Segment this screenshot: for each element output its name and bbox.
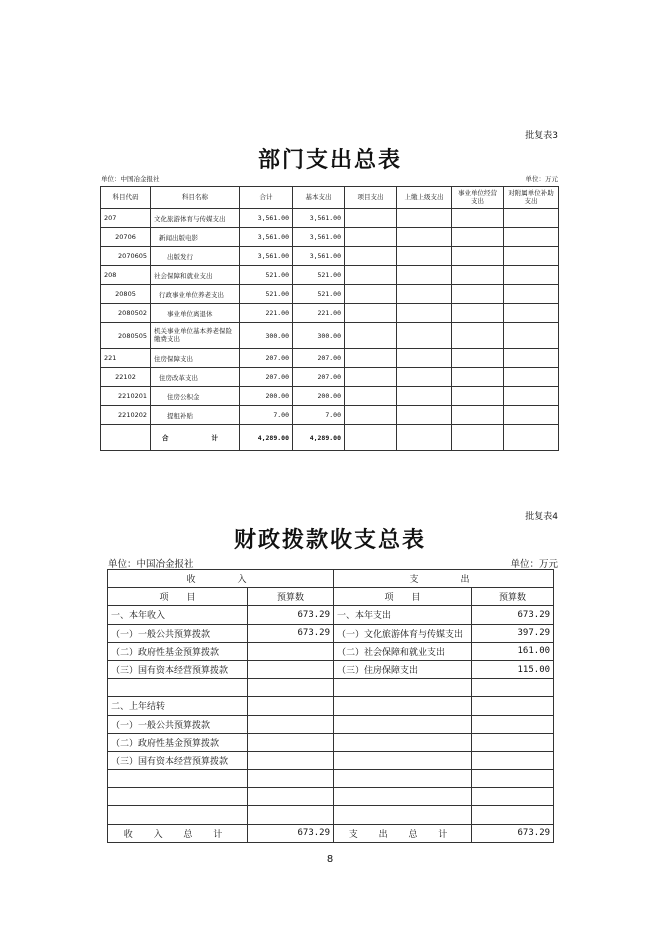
expense-item: （一）文化旅游体育与传媒支出 bbox=[334, 624, 472, 642]
total-empty-cell bbox=[452, 425, 504, 451]
expense-value bbox=[472, 733, 554, 751]
row-name: 行政事业单位养老支出 bbox=[151, 285, 240, 304]
row-empty-cell bbox=[452, 285, 504, 304]
expense-item: 一、本年支出 bbox=[334, 606, 472, 624]
row-basic: 300.00 bbox=[293, 323, 345, 349]
row-empty-cell bbox=[452, 349, 504, 368]
row-empty-cell bbox=[504, 266, 559, 285]
table3-row bbox=[101, 323, 559, 349]
row-empty-cell bbox=[452, 323, 504, 349]
table3-col-name: 科目名称 bbox=[151, 187, 240, 209]
expense-item-header: 项 目 bbox=[334, 588, 472, 606]
table4-title: 财政拨款收支总表 bbox=[233, 527, 426, 553]
table3-row bbox=[101, 209, 559, 228]
row-empty-cell bbox=[345, 209, 397, 228]
row-empty-cell bbox=[397, 304, 452, 323]
row-total: 521.00 bbox=[240, 285, 293, 304]
income-value bbox=[248, 642, 334, 660]
row-basic: 3,561.00 bbox=[293, 247, 345, 266]
expense-value bbox=[472, 770, 554, 788]
income-item: 一、本年收入 bbox=[108, 606, 248, 624]
row-basic: 521.00 bbox=[293, 285, 345, 304]
expense-value bbox=[472, 715, 554, 733]
table4-row bbox=[108, 715, 554, 733]
expense-value bbox=[472, 788, 554, 806]
row-empty-cell bbox=[345, 304, 397, 323]
row-total: 3,561.00 bbox=[240, 209, 293, 228]
income-item: （二）政府性基金预算拨款 bbox=[108, 733, 248, 751]
table4-row bbox=[108, 806, 554, 824]
row-basic: 521.00 bbox=[293, 266, 345, 285]
expense-item bbox=[334, 751, 472, 769]
total-empty-cell bbox=[397, 425, 452, 451]
row-basic: 200.00 bbox=[293, 387, 345, 406]
table3-col-code: 科目代码 bbox=[101, 187, 151, 209]
income-item bbox=[108, 806, 248, 824]
expense-value: 115.00 bbox=[472, 660, 554, 678]
income-total-label: 收 入 总 计 bbox=[108, 824, 248, 842]
row-name: 住房保障支出 bbox=[151, 349, 240, 368]
row-empty-cell bbox=[397, 266, 452, 285]
row-code: 207 bbox=[101, 209, 151, 228]
row-code: 2080502 bbox=[101, 304, 151, 323]
row-total: 300.00 bbox=[240, 323, 293, 349]
income-value: 673.29 bbox=[248, 606, 334, 624]
row-total: 3,561.00 bbox=[240, 247, 293, 266]
row-code: 22102 bbox=[101, 368, 151, 387]
expense-item bbox=[334, 806, 472, 824]
row-empty-cell bbox=[397, 323, 452, 349]
total-label: 合 计 bbox=[151, 425, 240, 451]
row-empty-cell bbox=[452, 368, 504, 387]
row-total: 221.00 bbox=[240, 304, 293, 323]
table3-col-total: 合计 bbox=[240, 187, 293, 209]
table4-row bbox=[108, 606, 554, 624]
income-item: 二、上年结转 bbox=[108, 697, 248, 715]
row-empty-cell bbox=[504, 247, 559, 266]
expense-budget-header: 预算数 bbox=[472, 588, 554, 606]
table3-col-basic: 基本支出 bbox=[293, 187, 345, 209]
row-empty-cell bbox=[452, 387, 504, 406]
table3-row bbox=[101, 304, 559, 323]
row-name: 事业单位离退休 bbox=[151, 304, 240, 323]
table4-tag: 批复表4 bbox=[525, 512, 558, 522]
income-item: （三）国有资本经营预算拨款 bbox=[108, 751, 248, 769]
row-empty-cell bbox=[397, 349, 452, 368]
row-empty-cell bbox=[504, 406, 559, 425]
total-empty-cell bbox=[345, 425, 397, 451]
income-value bbox=[248, 697, 334, 715]
total-basic: 4,289.00 bbox=[293, 425, 345, 451]
expense-item bbox=[334, 679, 472, 697]
row-basic: 207.00 bbox=[293, 349, 345, 368]
row-empty-cell bbox=[397, 368, 452, 387]
income-item-header: 项 目 bbox=[108, 588, 248, 606]
row-name: 出版发行 bbox=[151, 247, 240, 266]
row-name: 提租补贴 bbox=[151, 406, 240, 425]
row-total: 3,561.00 bbox=[240, 228, 293, 247]
table3-row bbox=[101, 266, 559, 285]
income-header: 收 入 bbox=[108, 570, 334, 588]
table3-title: 部门支出总表 bbox=[257, 147, 402, 173]
row-empty-cell bbox=[452, 266, 504, 285]
row-empty-cell bbox=[452, 406, 504, 425]
row-empty-cell bbox=[397, 228, 452, 247]
row-empty-cell bbox=[452, 247, 504, 266]
income-budget-header: 预算数 bbox=[248, 588, 334, 606]
table3-col-subsidy: 对附属单位补助支出 bbox=[504, 187, 559, 209]
table3-row bbox=[101, 228, 559, 247]
row-code: 2080505 bbox=[101, 323, 151, 349]
income-value bbox=[248, 751, 334, 769]
row-empty-cell bbox=[345, 406, 397, 425]
row-empty-cell bbox=[397, 387, 452, 406]
expense-total-label: 支 出 总 计 bbox=[334, 824, 472, 842]
row-basic: 3,561.00 bbox=[293, 228, 345, 247]
table4-row bbox=[108, 679, 554, 697]
table4-total-row bbox=[108, 824, 554, 842]
row-code: 2210201 bbox=[101, 387, 151, 406]
table3-row bbox=[101, 368, 559, 387]
income-value: 673.29 bbox=[248, 624, 334, 642]
expense-value bbox=[472, 751, 554, 769]
row-empty-cell bbox=[397, 247, 452, 266]
table4-section-row bbox=[108, 570, 554, 588]
expense-item: （二）社会保障和就业支出 bbox=[334, 642, 472, 660]
row-basic: 3,561.00 bbox=[293, 209, 345, 228]
row-name: 机关事业单位基本养老保险缴费支出 bbox=[151, 323, 240, 349]
income-item: （一）一般公共预算拨款 bbox=[108, 624, 248, 642]
expense-value: 673.29 bbox=[472, 606, 554, 624]
table3-row bbox=[101, 285, 559, 304]
row-empty-cell bbox=[452, 209, 504, 228]
row-name: 文化旅游体育与传媒支出 bbox=[151, 209, 240, 228]
income-value bbox=[248, 715, 334, 733]
total-empty-cell bbox=[101, 425, 151, 451]
income-item bbox=[108, 788, 248, 806]
row-name: 住房改革支出 bbox=[151, 368, 240, 387]
table3-col-upper: 上缴上级支出 bbox=[397, 187, 452, 209]
table3-unit-left: 单位：中国冶金报社 bbox=[101, 175, 160, 183]
row-empty-cell bbox=[345, 349, 397, 368]
income-value bbox=[248, 806, 334, 824]
expense-total-value: 673.29 bbox=[472, 824, 554, 842]
row-empty-cell bbox=[452, 304, 504, 323]
expense-item bbox=[334, 733, 472, 751]
row-total: 200.00 bbox=[240, 387, 293, 406]
row-empty-cell bbox=[504, 209, 559, 228]
row-empty-cell bbox=[397, 209, 452, 228]
table3-col-business: 事业单位经营支出 bbox=[452, 187, 504, 209]
row-empty-cell bbox=[397, 406, 452, 425]
row-empty-cell bbox=[504, 323, 559, 349]
table3-unit-right: 单位：万元 bbox=[525, 175, 558, 183]
total-empty-cell bbox=[504, 425, 559, 451]
row-empty-cell bbox=[345, 285, 397, 304]
row-empty-cell bbox=[345, 247, 397, 266]
row-empty-cell bbox=[504, 368, 559, 387]
expense-value: 397.29 bbox=[472, 624, 554, 642]
table4-header-row bbox=[108, 588, 554, 606]
row-empty-cell bbox=[345, 387, 397, 406]
table3-tag: 批复表3 bbox=[525, 131, 558, 141]
table3-row bbox=[101, 387, 559, 406]
table3-total-row bbox=[101, 425, 559, 451]
expense-item bbox=[334, 788, 472, 806]
row-empty-cell bbox=[345, 368, 397, 387]
table4-row bbox=[108, 624, 554, 642]
row-empty-cell bbox=[345, 266, 397, 285]
page-number: 8 bbox=[326, 854, 334, 865]
row-name: 社会保障和就业支出 bbox=[151, 266, 240, 285]
row-basic: 207.00 bbox=[293, 368, 345, 387]
expense-item: （三）住房保障支出 bbox=[334, 660, 472, 678]
row-empty-cell bbox=[504, 304, 559, 323]
row-code: 20706 bbox=[101, 228, 151, 247]
income-value bbox=[248, 788, 334, 806]
table4-unit-right: 单位：万元 bbox=[510, 559, 558, 570]
table4-row bbox=[108, 733, 554, 751]
income-value bbox=[248, 660, 334, 678]
row-code: 208 bbox=[101, 266, 151, 285]
row-code: 20805 bbox=[101, 285, 151, 304]
expense-value bbox=[472, 697, 554, 715]
table4-row bbox=[108, 788, 554, 806]
table3-row bbox=[101, 406, 559, 425]
table3-header-row bbox=[101, 187, 559, 209]
row-code: 2070605 bbox=[101, 247, 151, 266]
income-value bbox=[248, 733, 334, 751]
table3-grid bbox=[100, 186, 559, 451]
row-empty-cell bbox=[504, 228, 559, 247]
table4-row bbox=[108, 697, 554, 715]
table4-row bbox=[108, 660, 554, 678]
expense-value bbox=[472, 806, 554, 824]
row-empty-cell bbox=[345, 228, 397, 247]
row-basic: 221.00 bbox=[293, 304, 345, 323]
income-total-value: 673.29 bbox=[248, 824, 334, 842]
income-item: （一）一般公共预算拨款 bbox=[108, 715, 248, 733]
income-item: （二）政府性基金预算拨款 bbox=[108, 642, 248, 660]
row-total: 521.00 bbox=[240, 266, 293, 285]
row-empty-cell bbox=[345, 323, 397, 349]
total-total: 4,289.00 bbox=[240, 425, 293, 451]
row-empty-cell bbox=[397, 285, 452, 304]
table3-row bbox=[101, 247, 559, 266]
expense-item bbox=[334, 697, 472, 715]
income-item bbox=[108, 770, 248, 788]
table4-row bbox=[108, 770, 554, 788]
expense-item bbox=[334, 715, 472, 733]
expense-header: 支 出 bbox=[334, 570, 554, 588]
row-total: 207.00 bbox=[240, 368, 293, 387]
row-code: 2210202 bbox=[101, 406, 151, 425]
table3-row bbox=[101, 349, 559, 368]
row-name: 新闻出版电影 bbox=[151, 228, 240, 247]
row-empty-cell bbox=[504, 387, 559, 406]
expense-item bbox=[334, 770, 472, 788]
row-code: 221 bbox=[101, 349, 151, 368]
income-item bbox=[108, 679, 248, 697]
row-empty-cell bbox=[452, 228, 504, 247]
table4-row bbox=[108, 642, 554, 660]
expense-value bbox=[472, 679, 554, 697]
row-empty-cell bbox=[504, 349, 559, 368]
table4-unit-left: 单位：中国冶金报社 bbox=[108, 559, 194, 570]
row-total: 207.00 bbox=[240, 349, 293, 368]
income-item: （三）国有资本经营预算拨款 bbox=[108, 660, 248, 678]
row-total: 7.00 bbox=[240, 406, 293, 425]
table4-grid bbox=[107, 569, 554, 843]
income-value bbox=[248, 770, 334, 788]
row-empty-cell bbox=[504, 285, 559, 304]
table4-row bbox=[108, 751, 554, 769]
row-basic: 7.00 bbox=[293, 406, 345, 425]
row-name: 住房公积金 bbox=[151, 387, 240, 406]
table3-col-project: 项目支出 bbox=[345, 187, 397, 209]
expense-value: 161.00 bbox=[472, 642, 554, 660]
income-value bbox=[248, 679, 334, 697]
